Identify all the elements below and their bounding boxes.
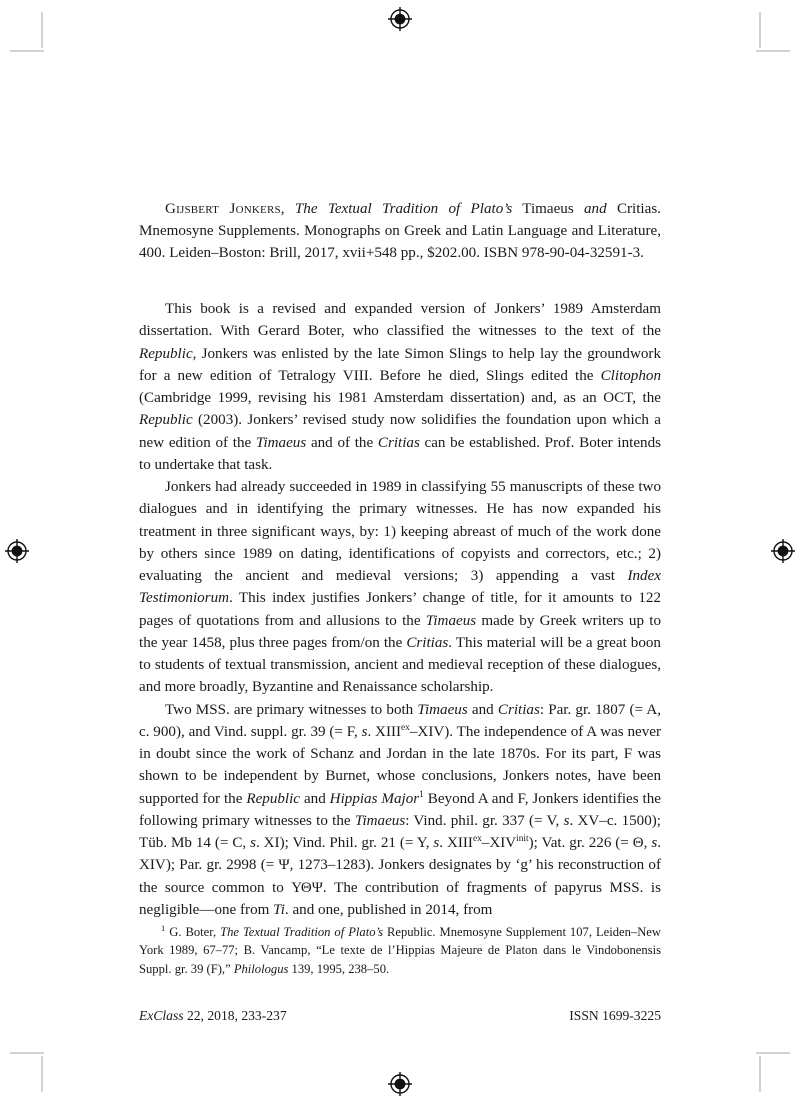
superscript-init: init <box>516 833 529 844</box>
text-run: : Vind. phil. gr. 337 (= V, <box>405 812 564 829</box>
book-reference-headnote <box>139 198 661 265</box>
text-run: This book is a revised and expanded version of Jonkers’ 1989 Amsterdam dissertation. With Gerard Boter, who classified the witnesses to the text of the <box>139 301 661 340</box>
saeculum-abbrev: s <box>250 835 256 851</box>
text-run: Two MSS. are primary witnesses to both <box>165 701 418 718</box>
work-title-clitophon: Clitophon <box>600 367 661 384</box>
work-title-republic: Republic <box>139 345 193 362</box>
crop-mark-top-left-horizontal <box>10 50 44 52</box>
work-title-republic: Republic <box>246 790 301 807</box>
crop-mark-top-right-horizontal <box>756 50 790 52</box>
book-title-roman-1: Timaeus <box>512 201 584 217</box>
registration-target-icon <box>770 538 796 564</box>
paragraph-3 <box>139 699 661 922</box>
page-footer <box>139 1008 661 1024</box>
text-run: , Jonkers was enlisted by the late Simon Slings to help lay the groundwork for a new edition of Tetralogy VIII. Before he died, Slings edited the <box>139 345 661 384</box>
journal-title-philologus: Philologus <box>233 961 289 976</box>
text-run: . This index justifies Jonkers’ change of title, for it amounts to 122 pages of quotations from and allusions to the <box>139 590 661 629</box>
text-run: . and one, published in 2014, from <box>284 901 493 918</box>
crop-mark-top-left-vertical <box>41 12 43 48</box>
cited-title-italic: The Textual Tradition of Plato’s <box>220 925 383 939</box>
footnote-1 <box>139 923 661 978</box>
issn: ISSN 1699-3225 <box>569 1008 661 1023</box>
page-content <box>139 0 661 1103</box>
text-run: . XIII <box>439 835 473 851</box>
book-title-italic: The Textual Tradition of Plato’s <box>294 201 513 217</box>
work-title-timaeus: Timaeus <box>255 434 307 451</box>
work-title-critias: Critias <box>377 434 420 451</box>
registration-target-icon <box>4 538 30 564</box>
crop-mark-bottom-left-vertical <box>41 1056 43 1092</box>
text-run: and <box>300 790 330 807</box>
text-run: Jonkers had already succeeded in 1989 in classifying 55 manuscripts of these two dialogues and in identifying the primary witnesses. He has now expanded his treatment in three significant ways, by: 1) keeping abreast of much of the work done by others since 1989 on dating, identifications of copyists and correctors, etc.; 2) evaluating the ancient and medieval versions; 3) appending a vast <box>139 479 661 584</box>
text-run: –XIV). The independence of A was never in doubt since the work of Schanz and Jordan in the late 1870s. For its part, F was shown to be independent by Burnet, whose conclusions, Jonkers notes, have been supported for the <box>139 723 661 807</box>
work-title-republic: Republic <box>139 412 193 429</box>
text-run: Republic. Mnemosyne Supplement 107, Leiden–New York 1989, 67–77; B. Vancamp, “Le texte de l’Hippias Majeure de Platon dans le Vindobonensis Suppl. gr. 39 (F),” <box>139 925 661 976</box>
footnote-reference-1[interactable]: 1 <box>419 789 424 800</box>
text-run: . XIV); Par. gr. 2998 (= Ψ, 1273–1283). Jonkers designates by ‘g’ his reconstruction of the source common to ΥΘΨ. The contribution of fragments of papyrus MSS. is negligible—one from <box>139 835 661 918</box>
work-title-timaeus: Timaeus <box>425 612 477 629</box>
saeculum-abbrev: s <box>651 835 658 851</box>
saeculum-abbrev: s <box>433 835 440 851</box>
superscript-ex: ex <box>401 722 410 733</box>
saeculum-abbrev: s <box>361 723 368 740</box>
book-title-and: and <box>584 201 607 217</box>
headnote-comma: , <box>280 201 295 217</box>
text-run: ); Vat. gr. 226 (= Θ, <box>528 835 652 851</box>
text-run: (2003). Jonkers’ revised study now solidifies the foundation upon which a new edition of the <box>139 412 661 451</box>
text-run: : Par. gr. 1807 (= A, c. 900), and Vind. suppl. gr. 39 (= F, <box>139 701 661 740</box>
work-title-timaeus: Timaeus <box>417 701 468 718</box>
text-run: made by Greek writers up to the year 1458, plus three pages from/on the <box>139 612 662 651</box>
text-run: can be established. Prof. Boter intends to undertake that task. <box>139 434 661 473</box>
text-run: 139, 1995, 238–50. <box>288 961 390 976</box>
paragraph-2 <box>139 476 661 699</box>
book-title-roman-2: Critias <box>606 201 658 217</box>
text-run: . XI); Vind. Phil. gr. 21 (= Y, <box>255 835 434 851</box>
crop-mark-bottom-right-vertical <box>759 1056 761 1092</box>
crop-mark-bottom-left-horizontal <box>10 1052 44 1054</box>
journal-citation <box>139 1008 287 1024</box>
text-run: G. Boter, <box>165 925 221 939</box>
journal-name: ExClass <box>139 1008 184 1023</box>
text-run: Beyond A and F, Jonkers identifies the following primary witnesses to the <box>139 790 661 829</box>
footnote-marker: 1 <box>161 922 166 933</box>
superscript-ex: ex <box>472 833 482 844</box>
text-run: . XIII <box>367 723 402 740</box>
text-run: . This material will be a great boon to students of textual transmission, ancient and medieval reception of these dialogues, and more broadly, Byzantine and Renaissance scholarship. <box>139 634 661 696</box>
journal-volume-pages: 22, 2018, 233-237 <box>183 1008 287 1023</box>
review-body <box>139 298 661 921</box>
work-title-ti: Ti <box>273 901 285 918</box>
saeculum-abbrev: s <box>563 812 570 829</box>
text-run: and <box>467 701 498 718</box>
work-title-critias: Critias <box>406 634 449 651</box>
paragraph-1 <box>139 298 661 476</box>
book-publication-details: . Mnemosyne Supplements. Monographs on Greek and Latin Language and Literature, 400. Leiden–Boston: Brill, 2017, xvii+548 pp., $202.00. ISBN 978-90-04-32591-3. <box>139 201 661 262</box>
work-title-timaeus: Timaeus <box>354 812 406 829</box>
crop-mark-top-right-vertical <box>759 12 761 48</box>
crop-mark-bottom-right-horizontal <box>756 1052 790 1054</box>
text-run: . XV–c. 1500); Tüb. Mb 14 (= C, <box>139 812 661 851</box>
work-title-critias: Critias <box>497 701 540 718</box>
text-run: and of the <box>306 434 378 451</box>
text-run: (Cambridge 1999, revising his 1981 Amsterdam dissertation) and, as an OCT, the <box>139 390 661 406</box>
work-title-index-testimoniorum: Index Testimoniorum <box>139 568 661 607</box>
text-run: –XIV <box>481 835 517 851</box>
work-title-hippias-major: Hippias Major <box>329 790 420 807</box>
reviewed-author: Gijsbert Jonkers <box>165 201 281 217</box>
